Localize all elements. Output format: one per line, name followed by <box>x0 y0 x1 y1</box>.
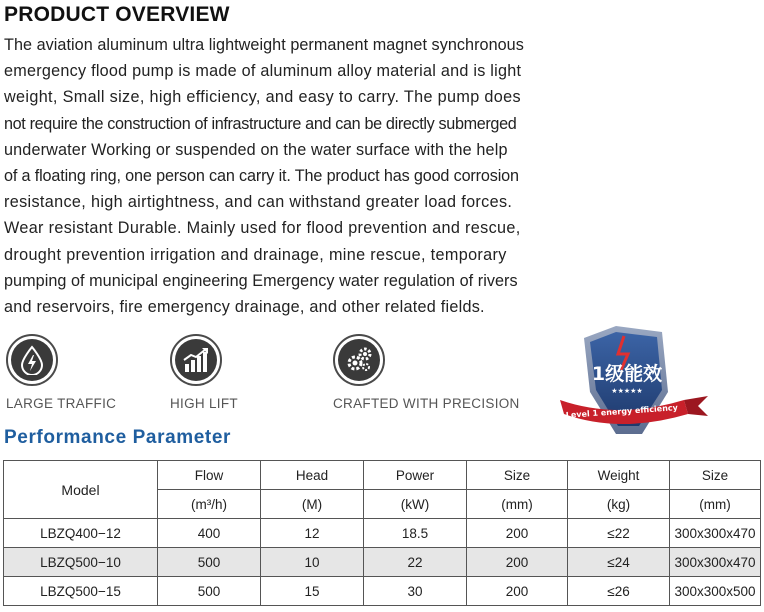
cell-model: LBZQ500−10 <box>4 548 158 577</box>
badge-stars: ★★★★★ <box>611 387 643 395</box>
feature-large-traffic <box>6 334 117 411</box>
cell-power: 30 <box>364 577 467 606</box>
product-overview-title: PRODUCT OVERVIEW <box>4 3 230 26</box>
cell-size: 200 <box>467 519 568 548</box>
feature-label: CRAFTED WITH PRECISION <box>333 396 520 411</box>
cell-weight: ≤24 <box>568 548 670 577</box>
header-power: Power <box>364 461 467 490</box>
header-size: Size <box>467 461 568 490</box>
cell-model: LBZQ500−15 <box>4 577 158 606</box>
cell-flow: 500 <box>158 548 261 577</box>
paragraph-line: and reservoirs, fire emergency drainage, and other related fields. <box>4 298 485 317</box>
cell-head: 15 <box>261 577 364 606</box>
unit-dims: (mm) <box>670 490 761 519</box>
table-header-row <box>4 461 761 490</box>
cell-dims: 300x300x500 <box>670 577 761 606</box>
cell-model: LBZQ400−12 <box>4 519 158 548</box>
gears-icon <box>333 334 385 386</box>
header-model: Model <box>4 461 158 519</box>
performance-title: Performance Parameter <box>4 427 231 448</box>
feature-crafted-precision <box>333 334 520 411</box>
cell-size: 200 <box>467 577 568 606</box>
feature-high-lift <box>170 334 238 411</box>
energy-efficiency-badge <box>558 322 718 440</box>
paragraph-line: underwater Working or suspended on the water surface with the help <box>4 140 508 159</box>
paragraph-line: pumping of municipal engineering Emergency water regulation of rivers <box>4 271 518 290</box>
table-row <box>4 577 761 606</box>
rising-chart-icon <box>170 334 222 386</box>
feature-label: LARGE TRAFFIC <box>6 396 117 411</box>
unit-size: (mm) <box>467 490 568 519</box>
unit-head: (M) <box>261 490 364 519</box>
paragraph-line: The aviation aluminum ultra lightweight permanent magnet synchronous <box>4 36 524 54</box>
paragraph-line: Wear resistant Durable. Mainly used for flood prevention and rescue, <box>4 219 521 238</box>
cell-weight: ≤22 <box>568 519 670 548</box>
badge-ribbon-text: Level 1 energy efficiency <box>565 403 679 420</box>
performance-table <box>3 460 761 606</box>
water-drop-bolt-icon <box>6 334 58 386</box>
paragraph-line: drought prevention irrigation and drainage, mine rescue, temporary <box>4 245 507 264</box>
cell-power: 18.5 <box>364 519 467 548</box>
cell-power: 22 <box>364 548 467 577</box>
cell-weight: ≤26 <box>568 577 670 606</box>
unit-power: (kW) <box>364 490 467 519</box>
cell-flow: 400 <box>158 519 261 548</box>
paragraph-line: weight, Small size, high efficiency, and easy to carry. The pump does <box>4 88 521 107</box>
paragraph-line: resistance, high airtightness, and can withstand greater load forces. <box>4 193 513 212</box>
badge-main-text: 1级能效 <box>591 363 663 385</box>
table-row <box>4 548 761 577</box>
cell-size: 200 <box>467 548 568 577</box>
header-head: Head <box>261 461 364 490</box>
cell-dims: 300x300x470 <box>670 519 761 548</box>
unit-flow: (m³/h) <box>158 490 261 519</box>
feature-label: HIGH LIFT <box>170 396 238 411</box>
paragraph-line: emergency flood pump is made of aluminum alloy material and is light <box>4 62 522 81</box>
table-row <box>4 519 761 548</box>
cell-flow: 500 <box>158 577 261 606</box>
overview-paragraph <box>4 32 564 320</box>
header-weight: Weight <box>568 461 670 490</box>
cell-dims: 300x300x470 <box>670 548 761 577</box>
header-dims: Size <box>670 461 761 490</box>
cell-head: 10 <box>261 548 364 577</box>
paragraph-line: of a floating ring, one person can carry it. The product has good corrosion <box>4 167 519 186</box>
cell-head: 12 <box>261 519 364 548</box>
header-flow: Flow <box>158 461 261 490</box>
paragraph-line: not require the construction of infrastructure and can be directly submerged <box>4 114 517 133</box>
unit-weight: (kg) <box>568 490 670 519</box>
